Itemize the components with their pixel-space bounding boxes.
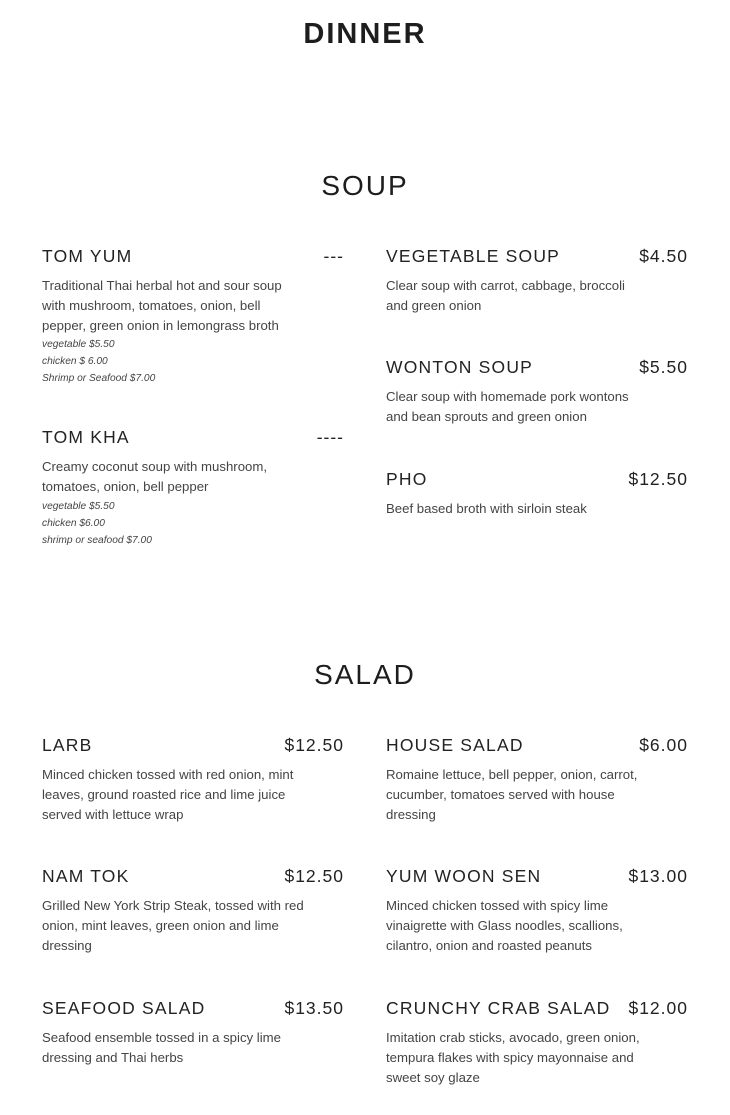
item-description: Beef based broth with sirloin steak [386, 501, 587, 516]
item-price: $12.50 [284, 735, 344, 755]
item-description: Grilled New York Strip Steak, tossed with red onion, mint leaves, green onion and lime dressing [42, 898, 304, 953]
item-description: Clear soup with carrot, cabbage, broccoli and green onion [386, 278, 625, 313]
item-name: TOM YUM [42, 246, 133, 266]
item-description: Minced chicken tossed with spicy lime vinaigrette with Glass noodles, scallions, cilantro, onion and roasted peanuts [386, 898, 623, 953]
menu-item-tom-kha [42, 427, 344, 549]
item-option: chicken $ 6.00 [42, 356, 108, 368]
item-description: Romaine lettuce, bell pepper, onion, carrot, cucumber, tomatoes served with house dressing [386, 767, 638, 822]
item-options [42, 336, 344, 387]
item-name: YUM WOON SEN [386, 866, 542, 886]
menu-item-yum-woon-sen [386, 866, 688, 955]
item-description: Minced chicken tossed with red onion, mint leaves, ground roasted rice and lime juice served with lettuce wrap [42, 767, 294, 822]
item-option: shrimp or seafood $7.00 [42, 534, 152, 546]
menu-item-crunchy-crab-salad [386, 998, 688, 1087]
item-price: $12.50 [284, 866, 344, 886]
menu-item-pho [386, 469, 688, 519]
item-price: $12.00 [628, 998, 688, 1018]
item-description: Traditional Thai herbal hot and sour soup with mushroom, tomatoes, onion, bell pepper, green onion in lemongrass broth [42, 278, 282, 333]
menu-item-tom-yum [42, 246, 344, 387]
item-option: vegetable $5.50 [42, 339, 115, 351]
item-name: TOM KHA [42, 427, 130, 447]
page-title: DINNER [303, 18, 427, 50]
item-option: chicken $6.00 [42, 517, 105, 529]
menu-item-vegetable-soup [386, 246, 688, 316]
item-name: CRUNCHY CRAB SALAD [386, 998, 611, 1018]
item-name: WONTON SOUP [386, 357, 534, 377]
section-title-soup: SOUP [321, 170, 409, 201]
menu-item-house-salad [386, 735, 688, 824]
item-name: NAM TOK [42, 866, 130, 886]
item-options [42, 498, 344, 549]
item-price: $6.00 [639, 735, 688, 755]
item-name: LARB [42, 735, 93, 755]
item-price: ---- [316, 427, 344, 447]
item-description: Imitation crab sticks, avocado, green onion, tempura flakes with spicy mayonnaise and sweet soy glaze [386, 1030, 640, 1085]
menu-item-wonton-soup [386, 357, 688, 427]
item-description: Seafood ensemble tossed in a spicy lime dressing and Thai herbs [42, 1030, 281, 1065]
menu-item-nam-tok [42, 866, 344, 955]
item-price: $4.50 [639, 246, 688, 266]
item-name: PHO [386, 469, 428, 489]
item-price: $13.50 [284, 998, 344, 1018]
item-description: Clear soup with homemade pork wontons and bean sprouts and green onion [386, 389, 629, 424]
item-description: Creamy coconut soup with mushroom, tomatoes, onion, bell pepper [42, 459, 268, 494]
item-name: SEAFOOD SALAD [42, 998, 206, 1018]
item-price: --- [323, 246, 344, 266]
item-price: $12.50 [628, 469, 688, 489]
item-name: HOUSE SALAD [386, 735, 524, 755]
item-option: Shrimp or Seafood $7.00 [42, 373, 156, 385]
item-option: vegetable $5.50 [42, 500, 115, 512]
item-price: $5.50 [639, 357, 688, 377]
menu-item-larb [42, 735, 344, 824]
menu-item-seafood-salad [42, 998, 344, 1068]
item-name: VEGETABLE SOUP [386, 246, 561, 266]
section-title-salad: SALAD [314, 659, 416, 690]
item-price: $13.00 [628, 866, 688, 886]
